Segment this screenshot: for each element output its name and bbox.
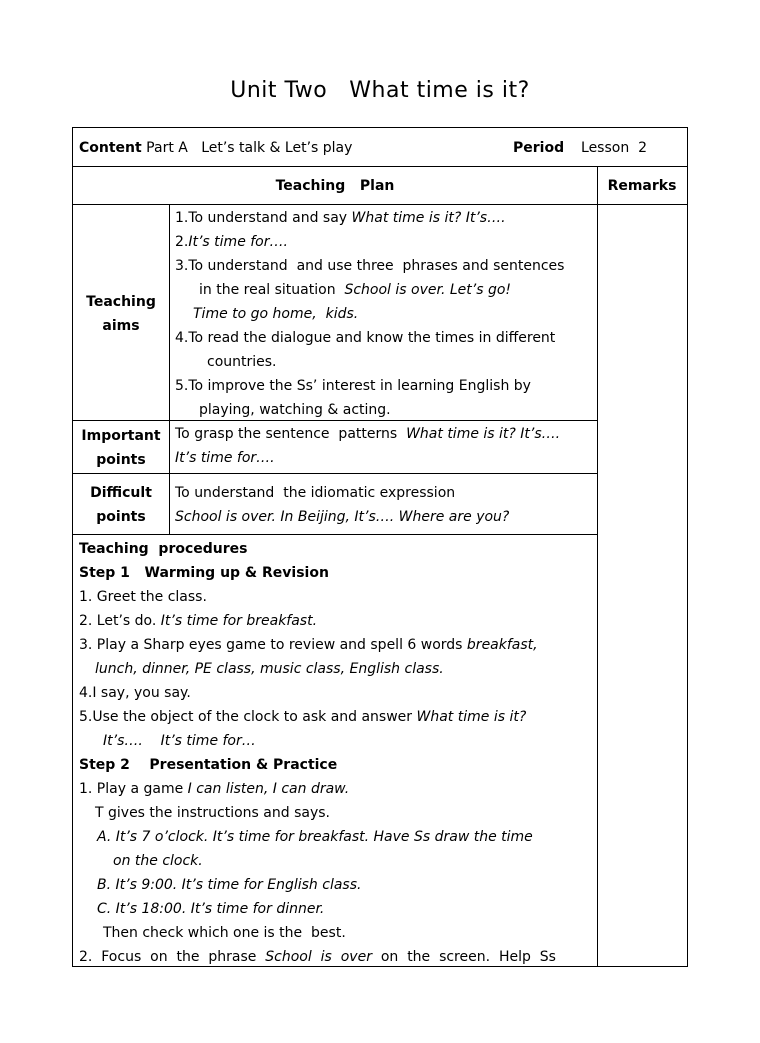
remarks-heading: Remarks <box>607 178 677 194</box>
aim-2: 2.It’s time for…. <box>175 234 288 250</box>
step-1-item: 5.Use the object of the clock to ask and answer What time is it? <box>79 709 527 725</box>
unit-label: Unit Two <box>230 78 328 103</box>
period-value: Lesson 2 <box>581 140 648 156</box>
important-line: It’s time for…. <box>175 450 275 466</box>
content-row <box>79 136 352 160</box>
aim-4-cont: countries. <box>207 354 277 370</box>
step-2-option-a: A. It’s 7 o’clock. It’s time for breakfast. Have Ss draw the time <box>97 829 533 845</box>
label-divider <box>169 204 170 534</box>
step-2-option-b: B. It’s 9:00. It’s time for English class. <box>97 877 362 893</box>
procedures-heading: Teaching procedures <box>79 541 248 557</box>
period-label: Period <box>513 140 565 156</box>
step-1-item: 1. Greet the class. <box>79 589 207 605</box>
important-line: To grasp the sentence patterns What time is it? It’s…. <box>175 426 561 442</box>
important-points-label: points <box>96 452 146 468</box>
content-label: Content <box>79 140 142 156</box>
aim-1: 1.To understand and say What time is it? It’s…. <box>175 210 506 226</box>
important-points-label: Important <box>81 428 161 444</box>
step-2-heading: Step 2 Presentation & Practice <box>79 757 338 773</box>
lesson-plan-table <box>72 127 688 967</box>
aim-3-cont: in the real situation School is over. Let’s go! <box>199 282 512 298</box>
step-1-heading: Step 1 Warming up & Revision <box>79 565 329 581</box>
content-value: Part A Let’s talk & Let’s play <box>146 140 353 156</box>
aim-3-cont: Time to go home, kids. <box>193 306 359 322</box>
aim-5-cont: playing, watching & acting. <box>199 402 391 418</box>
aim-4: 4.To read the dialogue and know the times in different <box>175 330 556 346</box>
step-2-option-c: C. It’s 18:00. It’s time for dinner. <box>97 901 325 917</box>
step-2-item: 1. Play a game I can listen, I can draw. <box>79 781 350 797</box>
step-1-item-cont: It’s…. It’s time for… <box>103 733 256 749</box>
step-1-item: 4.I say, you say. <box>79 685 191 701</box>
step-1-item-cont: lunch, dinner, PE class, music class, English class. <box>95 661 444 677</box>
unit-question: What time is it? <box>349 78 530 103</box>
row-divider <box>73 473 597 474</box>
step-2-item-cont: Then check which one is the best. <box>103 925 346 941</box>
difficult-line: School is over. In Beijing, It’s…. Where are you? <box>175 509 510 525</box>
aim-3: 3.To understand and use three phrases and sentences <box>175 258 565 274</box>
teaching-aims-label: Teaching <box>86 294 156 310</box>
teaching-aims-label: aims <box>102 318 140 334</box>
row-divider <box>73 166 687 167</box>
step-2-option-a-cont: on the clock. <box>113 853 203 869</box>
page-title <box>0 78 760 103</box>
aim-5: 5.To improve the Ss’ interest in learning English by <box>175 378 531 394</box>
step-1-item: 2. Let’s do. It’s time for breakfast. <box>79 613 318 629</box>
step-1-item: 3. Play a Sharp eyes game to review and spell 6 words breakfast, <box>79 637 538 653</box>
difficult-points-label: points <box>96 509 146 525</box>
period-row <box>513 136 647 160</box>
row-divider <box>73 204 687 205</box>
difficult-points-label: Difficult <box>90 485 152 501</box>
step-2-item-cont: T gives the instructions and says. <box>95 805 330 821</box>
step-2-item: 2. Focus on the phrase School is over on the screen. Help Ss <box>79 949 556 965</box>
teaching-plan-heading: Teaching Plan <box>275 178 395 194</box>
row-divider <box>73 534 597 535</box>
remarks-divider <box>597 166 598 966</box>
difficult-line: To understand the idiomatic expression <box>175 485 456 501</box>
